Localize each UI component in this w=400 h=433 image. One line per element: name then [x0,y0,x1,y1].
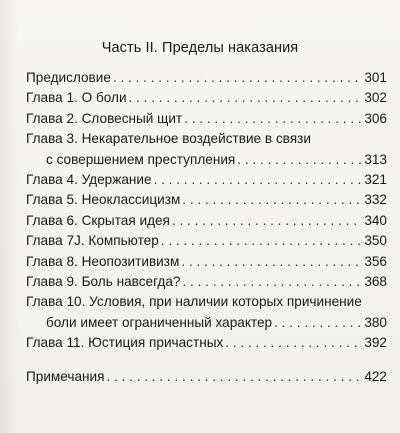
toc-entry-label: Глава 3. Некарательное воздействие в связи [26,131,311,147]
toc-entry-chapter-10-continuation [26,313,387,333]
toc-entry-page: 356 [364,253,387,269]
toc-spacer [26,353,387,367]
dot-leader [182,272,362,292]
dot-leader [182,190,362,210]
toc-entry-chapter-5 [26,190,387,210]
toc-entry-page: 321 [364,171,387,187]
dot-leader [113,68,362,88]
dot-leader [181,252,362,272]
toc-entry-page: 306 [364,110,387,126]
toc-entry-label: Глава 10. Условия, при наличии которых причинение [26,294,362,310]
toc-entry-page: 380 [364,314,387,330]
dot-leader [161,231,363,251]
toc-entry-label: Глава 1. О боли [26,90,127,106]
dot-leader [237,150,362,170]
toc-entry-preface [26,68,387,88]
toc-entry-chapter-7 [26,231,387,251]
toc-entry-chapter-4 [26,170,387,190]
toc-entry-chapter-6 [26,211,387,231]
toc-entry-chapter-11 [26,333,387,353]
toc-entry-page: 340 [364,212,387,228]
toc-entry-chapter-9 [26,272,387,292]
toc-entry-page: 392 [364,335,387,351]
toc-entry-notes [26,367,387,387]
toc-entry-label: Глава 2. Словесный щит [26,110,183,126]
dot-leader [106,367,362,387]
toc-entry-page: 302 [364,90,387,106]
toc-entry-chapter-8 [26,252,387,272]
toc-entry-label: Глава 9. Боль навсегда? [26,273,181,289]
toc-entry-page: 313 [364,151,387,167]
table-of-contents [26,68,387,388]
toc-entry-label-continuation: боли имеет ограниченный характер [46,314,273,330]
dot-leader [172,211,362,231]
bleed-through-text: . [200,66,203,78]
toc-entry-label: Глава 7J. Компьютер [26,233,159,249]
toc-entry-chapter-3-continuation [26,150,387,170]
toc-entry-page: 332 [364,192,387,208]
toc-entry-label: Глава 5. Неоклассицизм [26,192,181,208]
dot-leader [274,313,362,333]
section-title: Часть II. Пределы наказания [101,40,299,56]
toc-entry-label-continuation: с совершением преступления [46,151,236,167]
toc-entry-page: 422 [364,369,387,385]
dot-leader [225,333,362,353]
toc-entry-chapter-3 [26,129,387,149]
toc-entry-label: Глава 6. Скрытая идея [26,212,170,228]
toc-entry-page: 368 [364,273,387,289]
toc-entry-chapter-2 [26,109,387,129]
toc-entry-page: 350 [364,233,387,249]
toc-entry-chapter-1 [26,88,387,108]
toc-entry-page: 301 [364,70,387,85]
toc-entry-label: Глава 11. Юстиция причастных [26,335,224,351]
toc-entry-chapter-10 [26,292,387,312]
dot-leader [184,109,362,129]
toc-entry-label: Глава 8. Неопозитивизм [26,253,180,269]
dot-leader [154,170,363,190]
toc-entry-label: Глава 4. Удержание [26,171,152,187]
dot-leader [129,88,363,108]
toc-entry-label: Предисловие [26,70,111,85]
toc-entry-label: Примечания [26,369,105,385]
